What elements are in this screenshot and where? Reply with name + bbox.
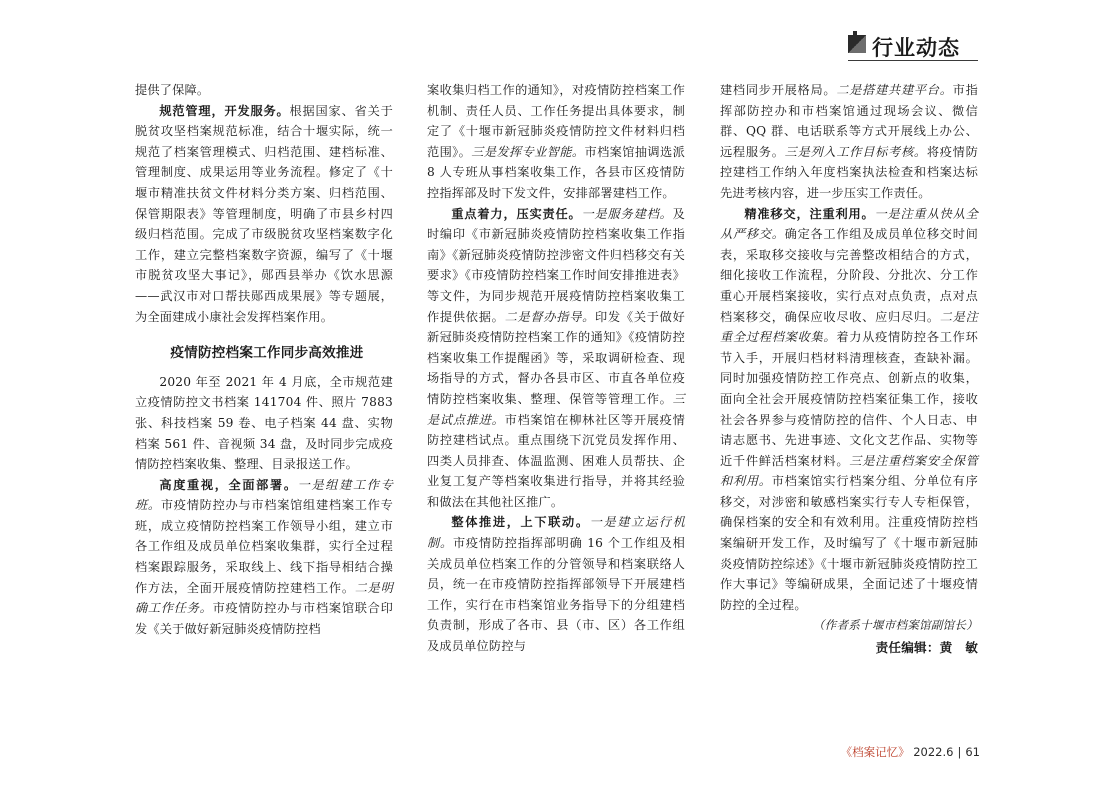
paragraph-lead: 规范管理，开发服务。 <box>159 103 290 118</box>
paragraph-text: 及时编印《市新冠肺炎疫情防控档案收集工作指南》《新冠肺炎疫情防控涉密文件归档移交有关要求》《市疫情防控档案工作时间安排推进表》等文件，为同步规范开展疫情防控档案收集工作提供依据。 <box>427 206 685 324</box>
paragraph-lead: 高度重视，全面部署。 <box>159 477 298 492</box>
paragraph-text: 确定各工作组及成员单位移交时间表，采取移交接收与完善整改相结合的方式，细化接收工作流程，分阶段、分批次、分工作重心开展档案接收，实行点对点负责，点对点档案移交，确保应收尽收、应归尽归。 <box>720 227 979 324</box>
paragraph-text: 2020 年至 2021 年 4 月底，全市规范建立疫情防控文书档案 141704 件、照片 7883 张、科技档案 59 卷、电子档案 44 盘、实物档案 561 件、音视频 34 盘，及时同步完成疫情防控档案收集、整理、目录报送工作。 <box>135 374 393 472</box>
paragraph-text: 建档同步开展格局。 <box>720 83 837 97</box>
paragraph-text: 市疫情防控办与市档案馆组建档案工作专班，成立疫情防控档案工作领导小组，建立市各工作组及成员单位档案收集群，实行全过程档案跟踪服务，采取线上、线下指导相结合操作方法，全面开展疫情防控建档工作。 <box>135 498 393 595</box>
paragraph-emphasis: 一是组建工作专班。 <box>135 477 393 513</box>
column-2 <box>427 80 685 657</box>
paragraph-emphasis: 三是列入工作目标考核。 <box>784 144 927 159</box>
page-footer <box>790 744 980 760</box>
paragraph-emphasis: 二是注重全过程档案收集。 <box>720 309 978 345</box>
paragraph <box>720 80 978 204</box>
paragraph-text: 案收集归档工作的通知》，对疫情防控档案工作机制、责任人员、工作任务提出具体要求，制定了《十堰市新冠肺炎疫情防控文件材料归档范围》。 <box>427 83 685 159</box>
paragraph-emphasis: 三是注重档案安全保管和利用。 <box>720 453 979 489</box>
paragraph <box>135 80 393 101</box>
author-note: （作者系十堰市档案馆副馆长） <box>812 618 978 633</box>
paragraph-emphasis: 三是发挥专业智能。 <box>471 144 585 159</box>
section-title: 行业动态 <box>872 35 960 60</box>
paragraph-text: 市档案馆抽调选派 8 人专班从事档案收集工作，各县市区疫情防控指挥部及时下发文件，安排部署建档工作。 <box>427 144 685 200</box>
editor-credit: 责任编辑：黄 敏 <box>875 640 978 656</box>
section-header <box>848 32 978 58</box>
paragraph <box>135 101 393 328</box>
paragraph-lead: 整体推进，上下联动。 <box>451 515 590 530</box>
paragraph-text: 市疫情防控指挥部明确 16 个工作组及相关成员单位档案工作的分管领导和档案联络人员，统一在市疫情防控指挥部领导下开展建档工作，实行在市档案馆业务指导下的分组建档负责制，形成了各市、县（市、区）各工作组及成员单位防控与 <box>427 536 685 654</box>
paragraph-text: 市档案馆在柳林社区等开展疫情防控建档试点。重点围绕下沉党员发挥作用、四类人员排查、体温监测、困难人员帮扶、企业复工复产等档案收集进行指导，并将其经验和做法在其他社区推广。 <box>427 412 685 509</box>
paragraph-emphasis: 三是试点推进。 <box>427 391 685 427</box>
paragraph-text: 市疫情防控办与市档案馆联合印发《关于做好新冠肺炎疫情防控档 <box>135 601 393 636</box>
header-rule <box>848 60 978 61</box>
footer-separator: | <box>957 745 962 759</box>
paragraph <box>720 204 978 616</box>
paragraph <box>427 80 685 204</box>
paragraph-text: 将疫情防控建档工作纳入年度档案执法检查和档案达标先进考核内容，进一步压实工作责任。 <box>720 144 978 200</box>
column-1 <box>135 80 393 639</box>
paragraph-text: 市指挥部防控办和市档案馆通过现场会议、微信群、QQ 群、电话联系等方式开展线上办公、远程服务。 <box>720 83 978 159</box>
paragraph-emphasis: 二是明确工作任务。 <box>135 580 393 616</box>
paragraph <box>135 475 393 640</box>
paragraph-text: 根据国家、省关于脱贫攻坚档案规范标准，结合十堰实际，统一规范了档案管理模式、归档范围、建档标准、管理制度、成果运用等业务流程。修定了《十堰市精准扶贫文件材料分类方案、归档范围、保管期限表》等管理制度，明确了市县乡村四级归档范围。完成了市级脱贫攻坚档案数字化工作，建立完整档案数字资源，编写了《十堰市脱贫攻坚大事记》，郧西县举办《饮水思源——武汉市对口帮扶郧西成果展》等专题展，为全面建成小康社会发挥档案作用。 <box>135 103 393 324</box>
paragraph-text: 着力从疫情防控各工作环节入手，开展归档材料清理核查，查缺补漏。同时加强疫情防控工作亮点、创新点的收集，面向全社会开展疫情防控档案征集工作，接收社会各界参与疫情防控的信件、个人日志、申请志愿书、先进事迹、文化文艺作品、实物等近千件鲜活档案材料。 <box>720 330 978 468</box>
paragraph-lead: 重点着力，压实责任。 <box>451 206 582 221</box>
paragraph-text: 印发《关于做好新冠肺炎疫情防控档案工作的通知》《疫情防控档案收集工作提醒函》等，采取调研检查、现场指导的方式，督办各县市区、市直各单位疫情防控档案收集、整理、保管等管理工作。 <box>427 309 685 406</box>
issue-number: 2022.6 <box>913 745 954 759</box>
paragraph-text: 市档案馆实行档案分组、分单位有序移交，对涉密和敏感档案实行专人专柜保管，确保档案的安全和有效利用。注重疫情防控档案编研开发工作，及时编写了《十堰市新冠肺炎疫情防控综述》《十堰市新冠肺炎疫情防控工作大事记》等编研成果，全面记述了十堰疫情防控的全过程。 <box>720 474 978 612</box>
section-mark-icon <box>848 35 866 53</box>
paragraph-emphasis: 一是建立运行机制。 <box>427 515 685 551</box>
magazine-name: 《档案记忆》 <box>840 745 910 759</box>
paragraph <box>427 204 685 513</box>
paragraph-text: 提供了保障。 <box>135 83 210 97</box>
paragraph-lead: 精准移交，注重利用。 <box>744 206 875 221</box>
paragraph <box>135 372 393 475</box>
paragraph-emphasis: 一是服务建档。 <box>581 206 673 221</box>
column-3 <box>720 80 978 659</box>
section-subheading: 疫情防控档案工作同步高效推进 <box>170 345 364 362</box>
paragraph-emphasis: 一是注重从快从全从严移交。 <box>720 206 978 242</box>
paragraph-emphasis: 二是搭建共建平台。 <box>836 83 953 97</box>
paragraph <box>427 512 685 656</box>
paragraph-emphasis: 二是督办指导。 <box>504 309 596 324</box>
page-number: 61 <box>965 745 980 759</box>
